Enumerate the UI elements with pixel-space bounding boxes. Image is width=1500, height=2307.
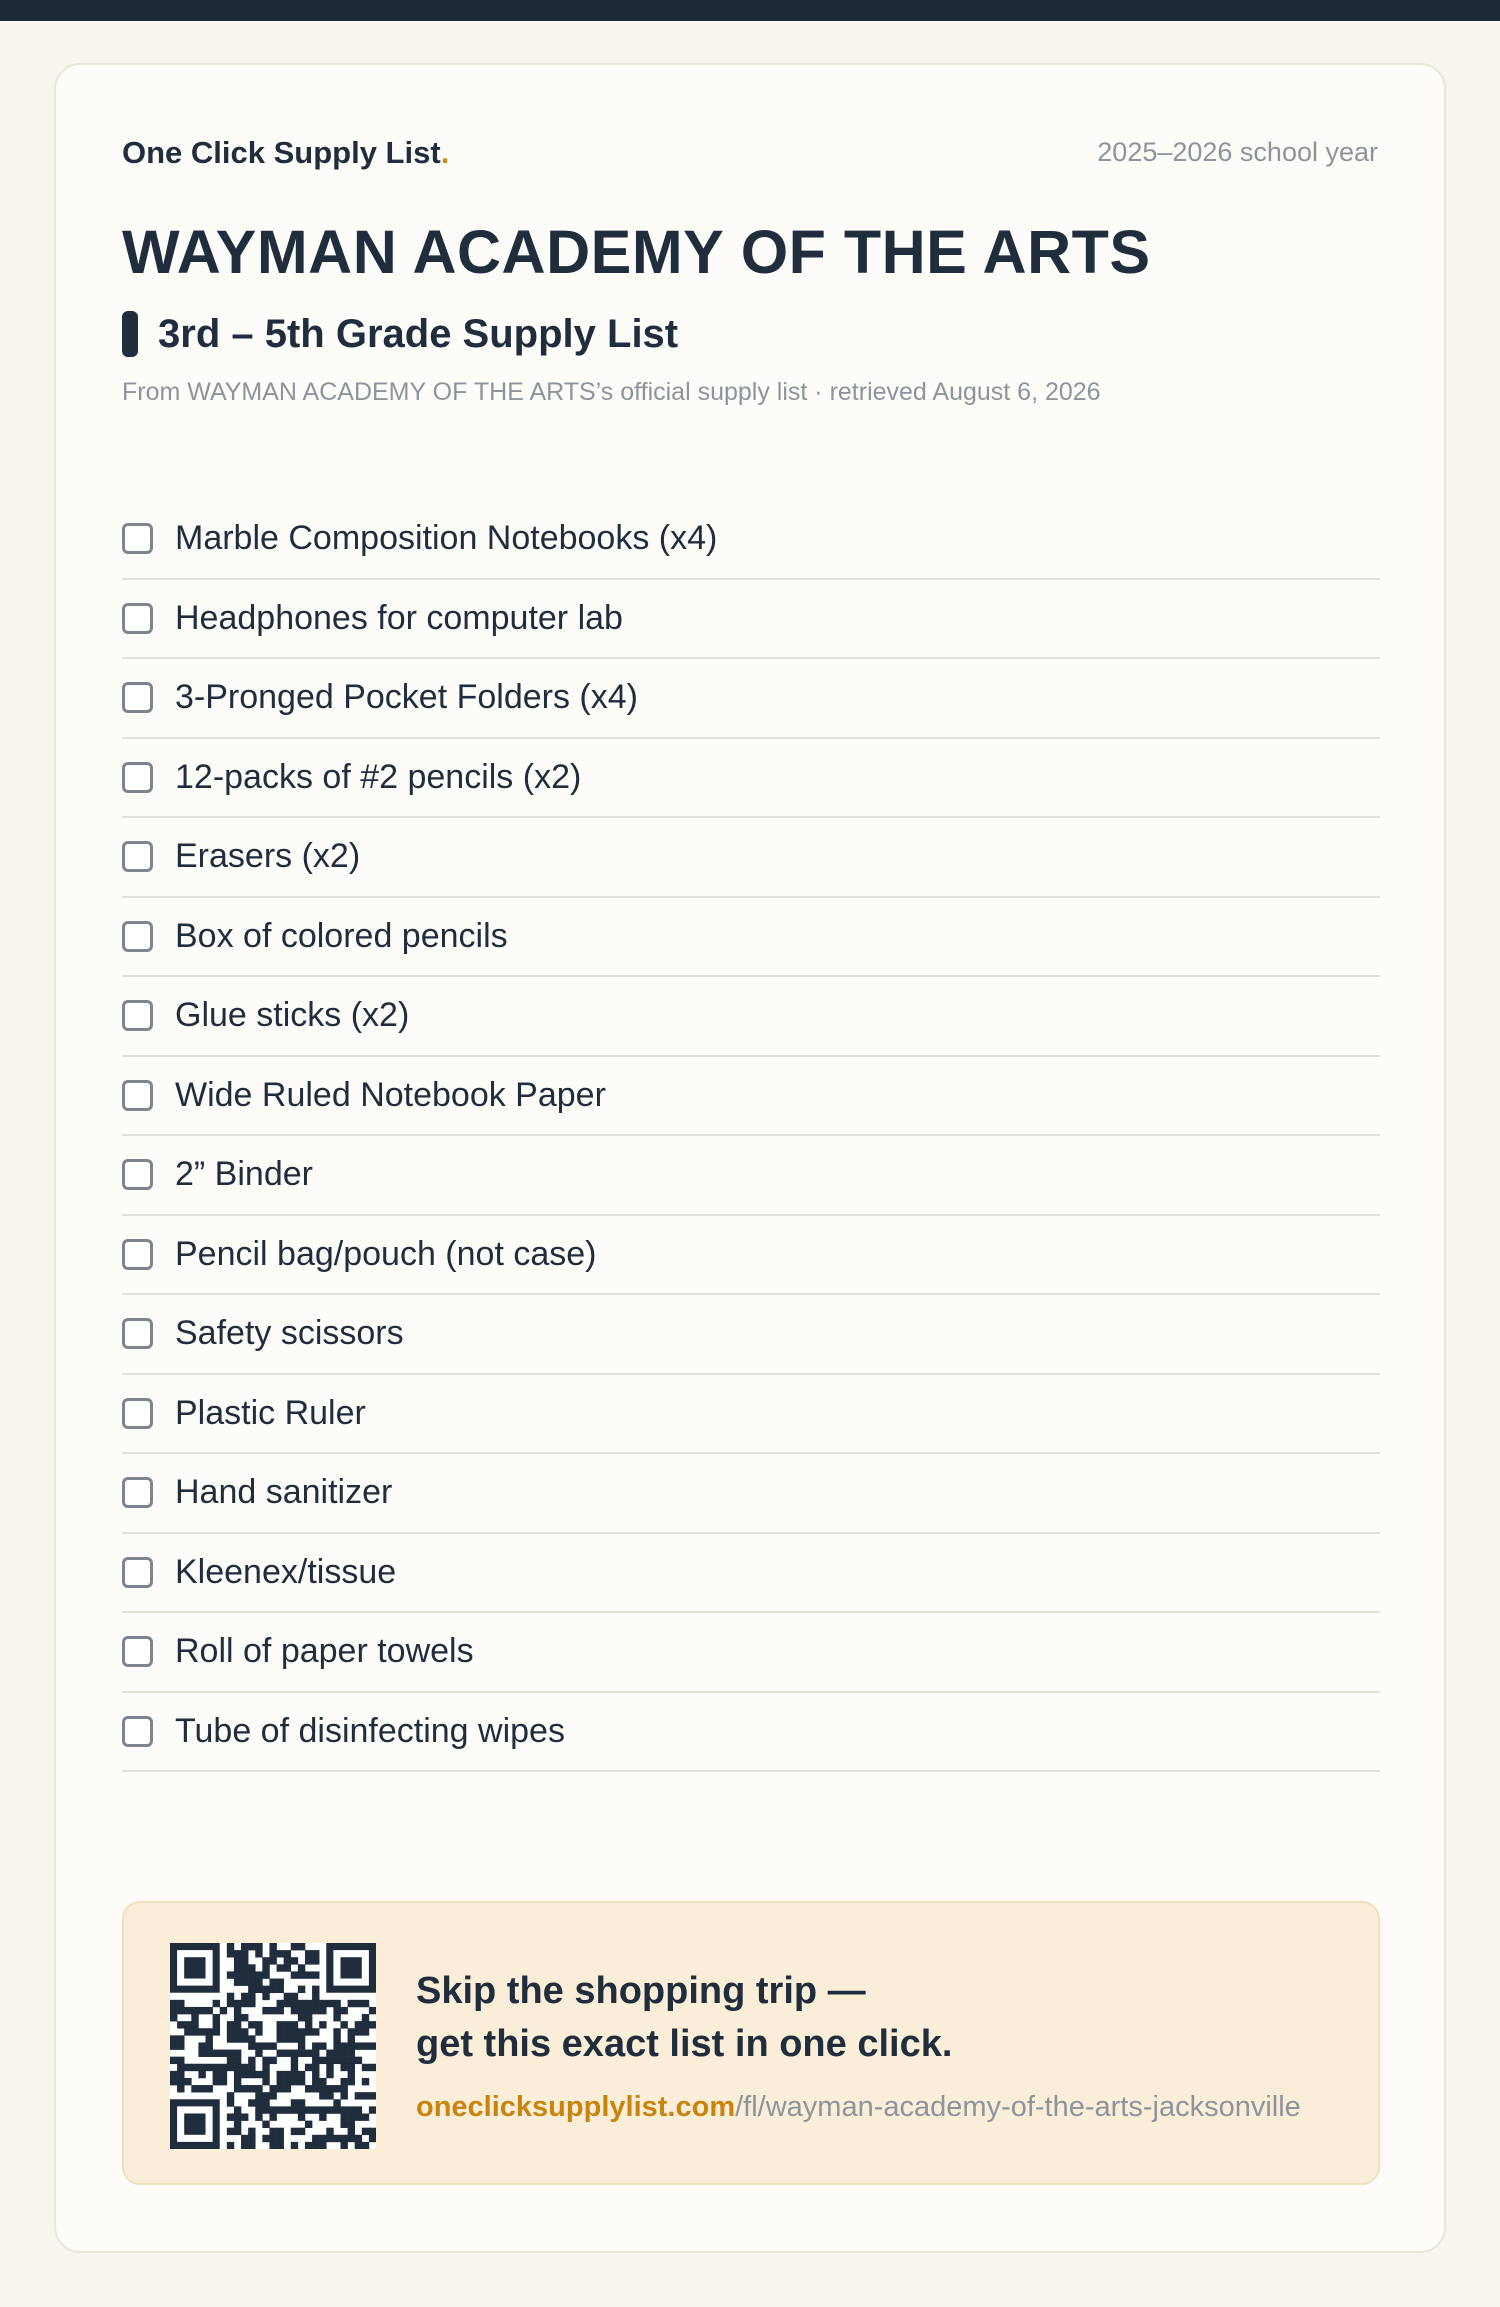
supply-item-label: Pencil bag/pouch (not case) bbox=[175, 1234, 597, 1273]
supply-item[interactable] bbox=[122, 818, 1380, 898]
checkbox[interactable] bbox=[122, 921, 153, 952]
supply-item-label: Tube of disinfecting wipes bbox=[175, 1711, 565, 1750]
checkbox[interactable] bbox=[122, 1318, 153, 1349]
grade-list-title: 3rd – 5th Grade Supply List bbox=[158, 311, 679, 356]
checkbox[interactable] bbox=[122, 1159, 153, 1190]
supply-list bbox=[122, 500, 1380, 1772]
supply-item-label: Wide Ruled Notebook Paper bbox=[175, 1075, 606, 1114]
supply-item[interactable] bbox=[122, 1693, 1380, 1773]
promo-title-line1: Skip the shopping trip — bbox=[416, 1970, 866, 2012]
promo-title bbox=[416, 1965, 952, 2071]
checkbox[interactable] bbox=[122, 1557, 153, 1588]
supply-item[interactable] bbox=[122, 500, 1380, 580]
checkbox[interactable] bbox=[122, 682, 153, 713]
supply-item[interactable] bbox=[122, 977, 1380, 1057]
checkbox[interactable] bbox=[122, 1636, 153, 1667]
checkbox[interactable] bbox=[122, 603, 153, 634]
brand-logo[interactable] bbox=[122, 135, 449, 171]
supply-item[interactable] bbox=[122, 1613, 1380, 1693]
supply-item-label: Hand sanitizer bbox=[175, 1473, 393, 1512]
supply-item-label: 12-packs of #2 pencils (x2) bbox=[175, 757, 582, 796]
supply-item-label: 3-Pronged Pocket Folders (x4) bbox=[175, 678, 638, 717]
supply-item-label: Safety scissors bbox=[175, 1314, 404, 1353]
school-name: WAYMAN ACADEMY OF THE ARTS bbox=[122, 218, 1151, 286]
promo-link-domain: oneclicksupplylist.com bbox=[416, 2091, 736, 2123]
supply-item[interactable] bbox=[122, 1136, 1380, 1216]
checkbox[interactable] bbox=[122, 1080, 153, 1111]
promo-title-line2: get this exact list in one click. bbox=[416, 2023, 953, 2065]
grade-marker bbox=[122, 311, 138, 357]
supply-item[interactable] bbox=[122, 580, 1380, 660]
supply-item[interactable] bbox=[122, 739, 1380, 819]
brand-dot: . bbox=[440, 135, 450, 170]
supply-item-label: Marble Composition Notebooks (x4) bbox=[175, 519, 718, 558]
checkbox[interactable] bbox=[122, 1716, 153, 1747]
qr-code-icon[interactable] bbox=[170, 1943, 376, 2149]
checkbox[interactable] bbox=[122, 841, 153, 872]
supply-item[interactable] bbox=[122, 659, 1380, 739]
checkbox[interactable] bbox=[122, 1477, 153, 1508]
supply-item-label: 2” Binder bbox=[175, 1155, 313, 1194]
promo-link-path: /fl/wayman-academy-of-the-arts-jacksonville bbox=[735, 2091, 1301, 2123]
supply-item-label: Glue sticks (x2) bbox=[175, 996, 410, 1035]
brand-name: One Click Supply List bbox=[122, 135, 441, 170]
supply-item-label: Erasers (x2) bbox=[175, 837, 361, 876]
checkbox[interactable] bbox=[122, 523, 153, 554]
supply-list-card bbox=[54, 63, 1446, 2253]
supply-item-label: Kleenex/tissue bbox=[175, 1552, 397, 1591]
school-year: 2025–2026 school year bbox=[1097, 137, 1378, 167]
supply-item-label: Headphones for computer lab bbox=[175, 598, 623, 637]
supply-item-label: Roll of paper towels bbox=[175, 1632, 474, 1671]
checkbox[interactable] bbox=[122, 1398, 153, 1429]
checkbox[interactable] bbox=[122, 762, 153, 793]
supply-item[interactable] bbox=[122, 1057, 1380, 1137]
source-note: From WAYMAN ACADEMY OF THE ARTS’s official supply list · retrieved August 6, 2026 bbox=[122, 378, 1101, 406]
supply-item[interactable] bbox=[122, 1454, 1380, 1534]
supply-item[interactable] bbox=[122, 898, 1380, 978]
supply-item-label: Plastic Ruler bbox=[175, 1393, 366, 1432]
supply-item[interactable] bbox=[122, 1295, 1380, 1375]
grade-heading bbox=[122, 310, 678, 358]
supply-item[interactable] bbox=[122, 1534, 1380, 1614]
top-bar bbox=[0, 0, 1500, 21]
supply-item-label: Box of colored pencils bbox=[175, 916, 508, 955]
supply-item[interactable] bbox=[122, 1375, 1380, 1455]
qr-code-graphic bbox=[170, 1943, 376, 2149]
promo-link[interactable] bbox=[416, 2091, 1301, 2124]
promo-box bbox=[122, 1901, 1380, 2185]
checkbox[interactable] bbox=[122, 1239, 153, 1270]
supply-item[interactable] bbox=[122, 1216, 1380, 1296]
checkbox[interactable] bbox=[122, 1000, 153, 1031]
